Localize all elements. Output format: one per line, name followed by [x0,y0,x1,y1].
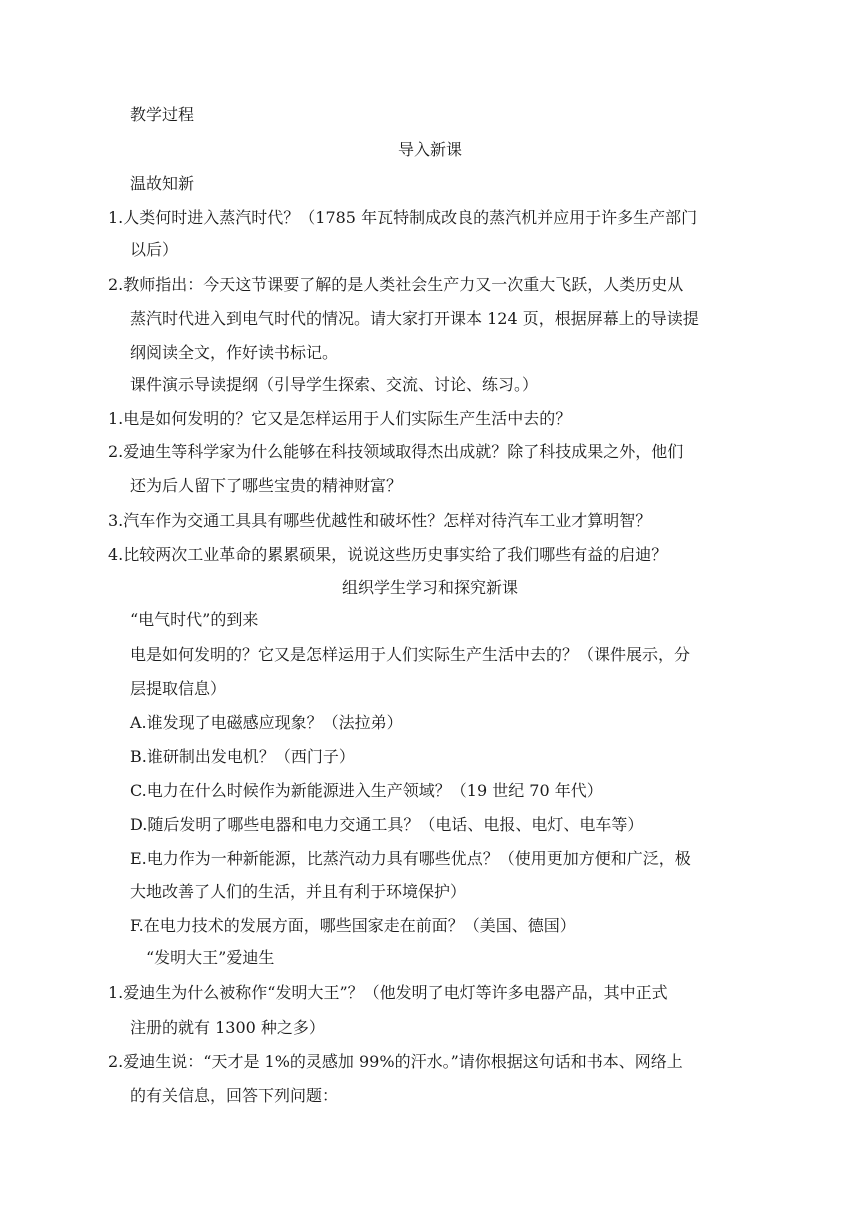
outline-question-3: 3.汽车作为交通工具具有哪些优越性和破坏性？怎样对待汽车工业才算明智？ [108,511,652,530]
section-title-intro: 导入新课 [397,140,462,159]
edison-question-1: 1.爱迪生为什么被称作“发明大王”？（他发明了电灯等许多电器产品，其中正式 [108,983,668,1002]
outline-question-2-cont: 还为后人留下了哪些宝贵的精神财富？ [130,476,403,495]
review-label: 温故知新 [130,174,195,193]
outline-question-4: 4.比较两次工业革命的累累硕果，说说这些历史事实给了我们哪些有益的启迪？ [108,545,668,564]
electric-question-cont: 层提取信息） [130,679,227,698]
item-c: C.电力在什么时候作为新能源进入生产领域？（19 世纪 70 年代） [130,781,603,800]
outline-label: 课件演示导读提纲（引导学生探索、交流、讨论、练习。） [130,375,539,394]
review-question-1: 1.人类何时进入蒸汽时代？（1785 年瓦特制成改良的蒸汽机并应用于许多生产部门 [108,208,698,227]
section-title-new: 组织学生学习和探究新课 [341,578,518,597]
electric-question: 电是如何发明的？它又是怎样运用于人们实际生产生活中去的？（课件展示，分 [130,645,691,664]
outline-question-1: 1.电是如何发明的？它又是怎样运用于人们实际生产生活中去的？ [108,409,572,428]
review-question-2-cont: 蒸汽时代进入到电气时代的情况。请大家打开课本 124 页，根据屏幕上的导读提 [130,309,699,328]
review-question-1-cont: 以后） [130,240,179,259]
edison-question-2: 2.爱迪生说：“天才是 1%的灵感加 99%的汗水。”请你根据这句话和书本、网络上 [108,1052,683,1071]
edison-question-2-cont: 的有关信息，回答下列问题： [130,1086,339,1105]
item-a: A.谁发现了电磁感应现象？（法拉弟） [130,713,403,732]
item-f: F.在电力技术的发展方面，哪些国家走在前面？（美国、德国） [130,916,576,935]
review-question-2-cont2: 纲阅读全文，作好读书标记。 [130,343,339,362]
review-question-2: 2.教师指出：今天这节课要了解的是人类社会生产力又一次重大飞跃，人类历史从 [108,275,684,294]
topic-electric-age: “电气时代”的到来 [130,610,259,629]
topic-edison: “发明大王”爱迪生 [146,948,275,967]
item-d: D.随后发明了哪些电器和电力交通工具？（电话、电报、电灯、电车等） [130,815,644,834]
item-b: B.谁研制出发电机？（西门子） [130,747,355,766]
item-e-cont: 大地改善了人们的生活，并且有利于环境保护） [130,882,467,901]
outline-question-2: 2.爱迪生等科学家为什么能够在科技领域取得杰出成就？除了科技成果之外，他们 [108,442,684,461]
item-e: E.电力作为一种新能源，比蒸汽动力具有哪些优点？（使用更加方便和广泛，极 [130,849,691,868]
edison-question-1-cont: 注册的就有 1300 种之多） [130,1018,325,1037]
heading-teaching-process: 教学过程 [130,105,195,124]
